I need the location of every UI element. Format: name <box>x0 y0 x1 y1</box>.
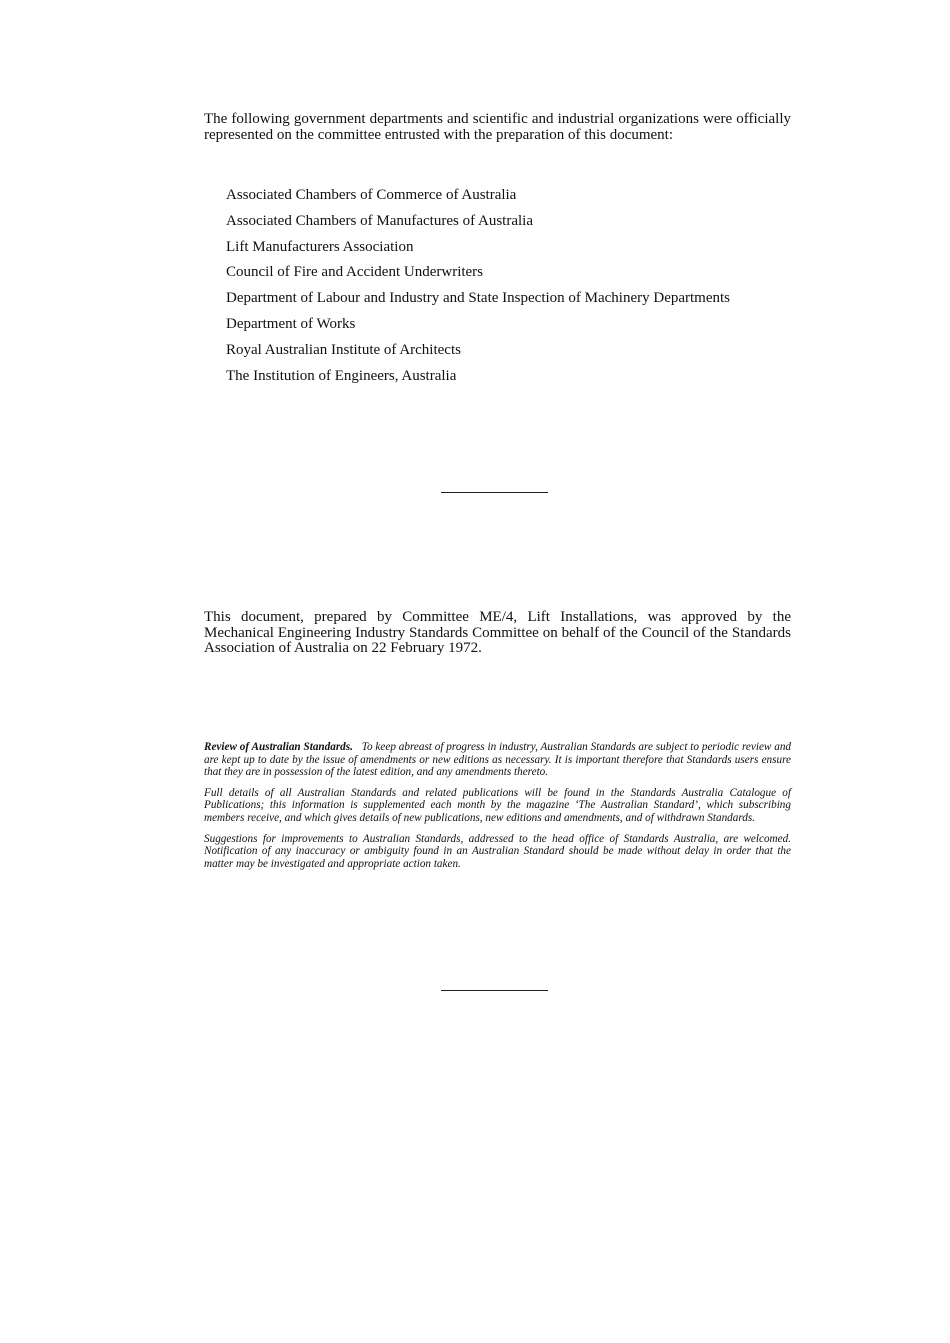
approval-statement: This document, prepared by Committee ME/4, Lift Installations, was approved by the Mechanical Engineering Industry Standards Committee on behalf of the Council of the Standards Association of Australia on 22 February 1972. <box>204 609 791 656</box>
list-item: The Institution of Engineers, Australia <box>226 367 457 384</box>
list-item: Council of Fire and Accident Underwriters <box>226 264 484 281</box>
section-divider <box>441 492 548 493</box>
suggestions-paragraph: Suggestions for improvements to Australian Standards, addressed to the head office of Standards Australia, are welcomed. Notification of any inaccuracy or ambiguity found in an Australian Standard should be made without delay in order that the matter may be investigated and appropriate action taken. <box>204 832 791 870</box>
list-item: Associated Chambers of Commerce of Australia <box>226 187 517 203</box>
review-heading: Review of Australian Standards. <box>204 741 353 753</box>
list-item: Lift Manufacturers Association <box>226 238 414 255</box>
list-item: Royal Australian Institute of Architects <box>226 341 461 358</box>
review-text: To keep abreast of progress in industry, Australian Standards are subject to periodic review and are kept up to date by the issue of amendments or new editions as necessary. It is important therefore that Standards users ensure that they are in possession of the latest edition, and any amendments thereto. <box>204 741 792 779</box>
list-item: Department of Works <box>226 315 356 332</box>
committee-intro: The following government departments and scientific and industrial organizations were officially represented on the committee entrusted with the preparation of this document: <box>204 111 791 143</box>
catalogue-paragraph: Full details of all Australian Standards and related publications will be found in the Standards Australia Catalogue of Publications; this information is supplemented each month by the magazine ‘The Australian Standard’, which subscribing members receive, and which gives details of new publications, new editions and amendments, and of withdrawn Standards. <box>204 786 791 824</box>
review-notice <box>204 741 791 878</box>
section-divider <box>441 990 548 991</box>
review-paragraph <box>204 741 791 779</box>
list-item: Associated Chambers of Manufactures of Australia <box>226 212 533 229</box>
list-item: Department of Labour and Industry and State Inspection of Machinery Departments <box>226 290 731 307</box>
organization-list <box>226 186 730 392</box>
